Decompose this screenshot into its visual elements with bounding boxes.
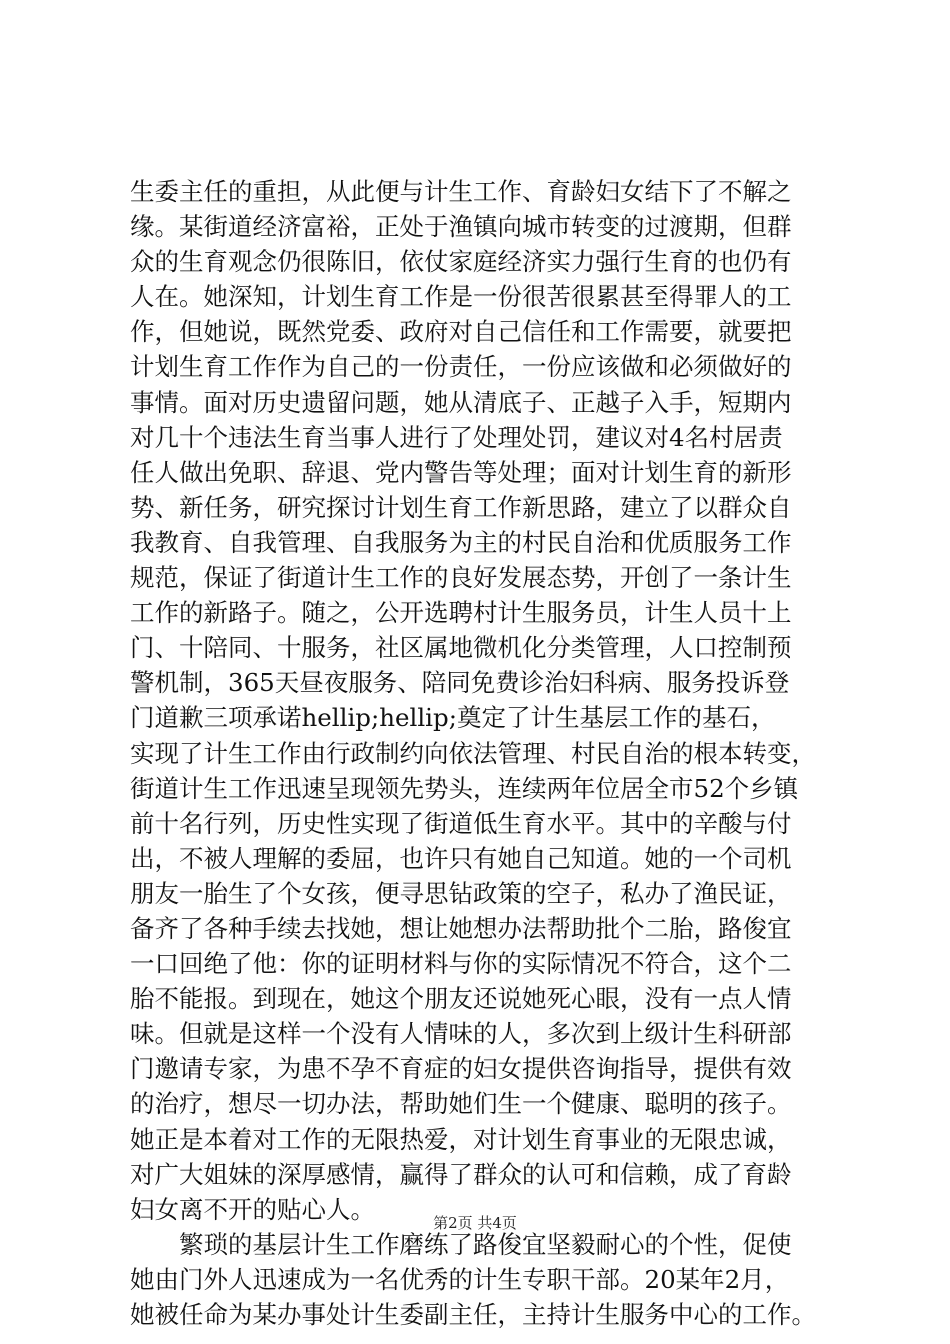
text-line: 工作的新路子。随之，公开选聘村计生服务员，计生人员十上 bbox=[130, 598, 792, 628]
text-line: 警机制，365天昼夜服务、陪同免费诊治妇科病、服务投诉登 bbox=[130, 668, 790, 698]
text-line: 前十名行列，历史性实现了街道低生育水平。其中的辛酸与付 bbox=[130, 808, 792, 838]
text-line: 的治疗，想尽一切办法，帮助她们生一个健康、聪明的孩子。 bbox=[130, 1089, 792, 1119]
body-text bbox=[130, 174, 830, 1332]
text-line: 妇女离不开的贴心人。 bbox=[130, 1194, 375, 1224]
text-line: 人在。她深知，计划生育工作是一份很苦很累甚至得罪人的工 bbox=[130, 282, 792, 312]
text-line: 生委主任的重担，从此便与计生工作、育龄妇女结下了不解之 bbox=[130, 177, 792, 206]
text-line: 门道歉三项承诺hellip;hellip;奠定了计生基层工作的基石， bbox=[130, 703, 776, 733]
text-line: 缘。某街道经济富裕，正处于渔镇向城市转变的过渡期，但群 bbox=[130, 212, 792, 242]
text-line: 她被任命为某办事处计生委副主任，主持计生服务中心的工作。 bbox=[130, 1300, 816, 1329]
text-line: 事情。面对历史遗留问题，她从清底子、正越子入手，短期内 bbox=[130, 387, 792, 417]
text-line: 任人做出免职、辞退、党内警告等处理；面对计划生育的新形 bbox=[130, 457, 792, 487]
text-line: 门、十陪同、十服务，社区属地微机化分类管理，人口控制预 bbox=[130, 633, 792, 663]
text-line: 我教育、自我管理、自我服务为主的村民自治和优质服务工作 bbox=[130, 527, 792, 557]
text-line: 一口回绝了他：你的证明材料与你的实际情况不符合，这个二 bbox=[130, 949, 792, 979]
text-line: 对几十个违法生育当事人进行了处理处罚，建议对4名村居责 bbox=[130, 422, 783, 452]
text-line: 街道计生工作迅速呈现领先势头，连续两年位居全市52个乡镇 bbox=[130, 773, 799, 803]
text-line: 对广大姐妹的深厚感情，赢得了群众的认可和信赖，成了育龄 bbox=[130, 1159, 792, 1189]
text-line: 胎不能报。到现在，她这个朋友还说她死心眼，没有一点人情 bbox=[130, 984, 792, 1014]
text-line: 作，但她说，既然党委、政府对自己信任和工作需要，就要把 bbox=[130, 317, 792, 347]
text-line: 朋友一胎生了个女孩，便寻思钻政策的空子，私办了渔民证， bbox=[130, 878, 792, 908]
text-line: 势、新任务，研究探讨计划生育工作新思路，建立了以群众自 bbox=[130, 492, 792, 522]
text-line: 门邀请专家，为患不孕不育症的妇女提供咨询指导，提供有效 bbox=[130, 1054, 792, 1084]
text-line: 她由门外人迅速成为一名优秀的计生专职干部。20某年2月， bbox=[130, 1264, 790, 1294]
page-number-footer: 第2页 共4页 bbox=[433, 1214, 517, 1232]
text-line: 实现了计生工作由行政制约向依法管理、村民自治的根本转变， bbox=[130, 738, 816, 768]
text-line: 出，不被人理解的委屈，也许只有她自己知道。她的一个司机 bbox=[130, 843, 792, 873]
text-line: 她正是本着对工作的无限热爱，对计划生育事业的无限忠诚， bbox=[130, 1124, 792, 1154]
paragraph-start-line: 繁琐的基层计生工作磨练了路俊宜坚毅耐心的个性，促使 bbox=[179, 1229, 792, 1259]
text-line: 众的生育观念仍很陈旧，依仗家庭经济实力强行生育的也仍有 bbox=[130, 247, 792, 277]
text-line: 味。但就是这样一个没有人情味的人，多次到上级计生科研部 bbox=[130, 1019, 792, 1049]
text-line: 备齐了各种手续去找她，想让她想办法帮助批个二胎，路俊宜 bbox=[130, 913, 792, 943]
text-line: 规范，保证了街道计生工作的良好发展态势，开创了一条计生 bbox=[130, 563, 792, 593]
text-line: 计划生育工作作为自己的一份责任，一份应该做和必须做好的 bbox=[130, 352, 792, 382]
